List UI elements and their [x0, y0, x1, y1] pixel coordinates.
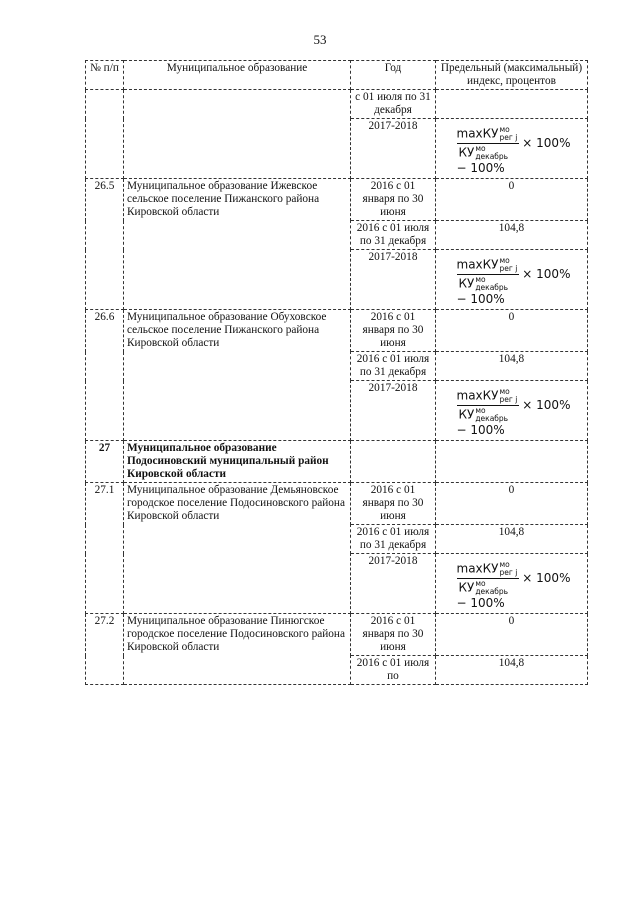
period-index: [436, 554, 588, 614]
formula-times: × 100%: [522, 136, 571, 150]
table-header-row: [86, 61, 588, 90]
table-row: [86, 483, 588, 525]
period-index: [436, 441, 588, 483]
formula-minus: − 100%: [456, 161, 505, 175]
period-year: 2016 с 01 января по 30 июня: [351, 179, 436, 221]
table-row: [86, 310, 588, 352]
table-body: [86, 90, 588, 685]
period-year: с 01 июля по 31 декабря: [351, 90, 436, 119]
period-index: 0: [436, 483, 588, 525]
formula-denominator: КУ мо декабрь: [458, 579, 509, 596]
municipality-name: Муниципальное образование Пинюгское городское поселение Подосиновского района Кировской области: [124, 614, 351, 685]
formula-times: × 100%: [522, 398, 571, 412]
row-number: 26.5: [86, 179, 124, 310]
formula-minus: − 100%: [456, 596, 505, 610]
period-year: 2017-2018: [351, 554, 436, 614]
index-formula: [453, 251, 571, 308]
formula-denominator: КУ мо декабрь: [458, 144, 509, 161]
period-index: [436, 381, 588, 441]
period-year: 2017-2018: [351, 381, 436, 441]
period-year: 2016 с 01 января по 30 июня: [351, 614, 436, 656]
period-index: [436, 250, 588, 310]
header-num: № п/п: [86, 61, 124, 90]
row-number: [86, 90, 124, 179]
table-row: [86, 90, 588, 119]
formula-times: × 100%: [522, 571, 571, 585]
index-formula: [453, 555, 571, 612]
formula-times: × 100%: [522, 267, 571, 281]
row-number: 27.2: [86, 614, 124, 685]
period-year: [351, 441, 436, 483]
period-year: 2017-2018: [351, 119, 436, 179]
period-index: [436, 90, 588, 119]
period-index: 104,8: [436, 525, 588, 554]
table-row: [86, 179, 588, 221]
row-number: 27: [86, 441, 124, 483]
formula-numerator: maxКУ мо рег j: [456, 125, 518, 142]
municipality-name: Муниципальное образование Обуховское сельское поселение Пижанского района Кировской области: [124, 310, 351, 441]
page-number: 53: [313, 32, 327, 47]
formula-minus: − 100%: [456, 423, 505, 437]
table-row: [86, 441, 588, 483]
row-number: 26.6: [86, 310, 124, 441]
period-year: 2016 с 01 января по 30 июня: [351, 310, 436, 352]
tariff-index-table: [85, 60, 588, 685]
index-formula: [453, 120, 571, 177]
period-year: 2016 с 01 июля по 31 декабря: [351, 221, 436, 250]
header-index: Предельный (максимальный) индекс, процентов: [436, 61, 588, 90]
formula-minus: − 100%: [456, 292, 505, 306]
period-year: 2017-2018: [351, 250, 436, 310]
municipality-name: Муниципальное образование Демьяновское городское поселение Подосиновского района Кировской области: [124, 483, 351, 614]
formula-denominator: КУ мо декабрь: [458, 406, 509, 423]
table-row: [86, 614, 588, 656]
index-formula: [453, 382, 571, 439]
formula-denominator: КУ мо декабрь: [458, 275, 509, 292]
row-number: 27.1: [86, 483, 124, 614]
period-index: 104,8: [436, 352, 588, 381]
period-index: 104,8: [436, 221, 588, 250]
period-index: 0: [436, 310, 588, 352]
municipality-name: Муниципальное образование Ижевское сельское поселение Пижанского района Кировской области: [124, 179, 351, 310]
period-index: 0: [436, 179, 588, 221]
formula-numerator: maxКУ мо рег j: [456, 387, 518, 404]
period-year: 2016 с 01 июля по 31 декабря: [351, 525, 436, 554]
header-municipality: Муниципальное образование: [124, 61, 351, 90]
municipality-name: [124, 90, 351, 179]
period-year: 2016 с 01 июля по: [351, 656, 436, 685]
formula-numerator: maxКУ мо рег j: [456, 560, 518, 577]
municipality-name: Муниципальное образование Подосиновский муниципальный район Кировской области: [124, 441, 351, 483]
period-year: 2016 с 01 января по 30 июня: [351, 483, 436, 525]
period-index: [436, 119, 588, 179]
period-year: 2016 с 01 июля по 31 декабря: [351, 352, 436, 381]
period-index: 104,8: [436, 656, 588, 685]
header-year: Год: [351, 61, 436, 90]
formula-numerator: maxКУ мо рег j: [456, 256, 518, 273]
period-index: 0: [436, 614, 588, 656]
